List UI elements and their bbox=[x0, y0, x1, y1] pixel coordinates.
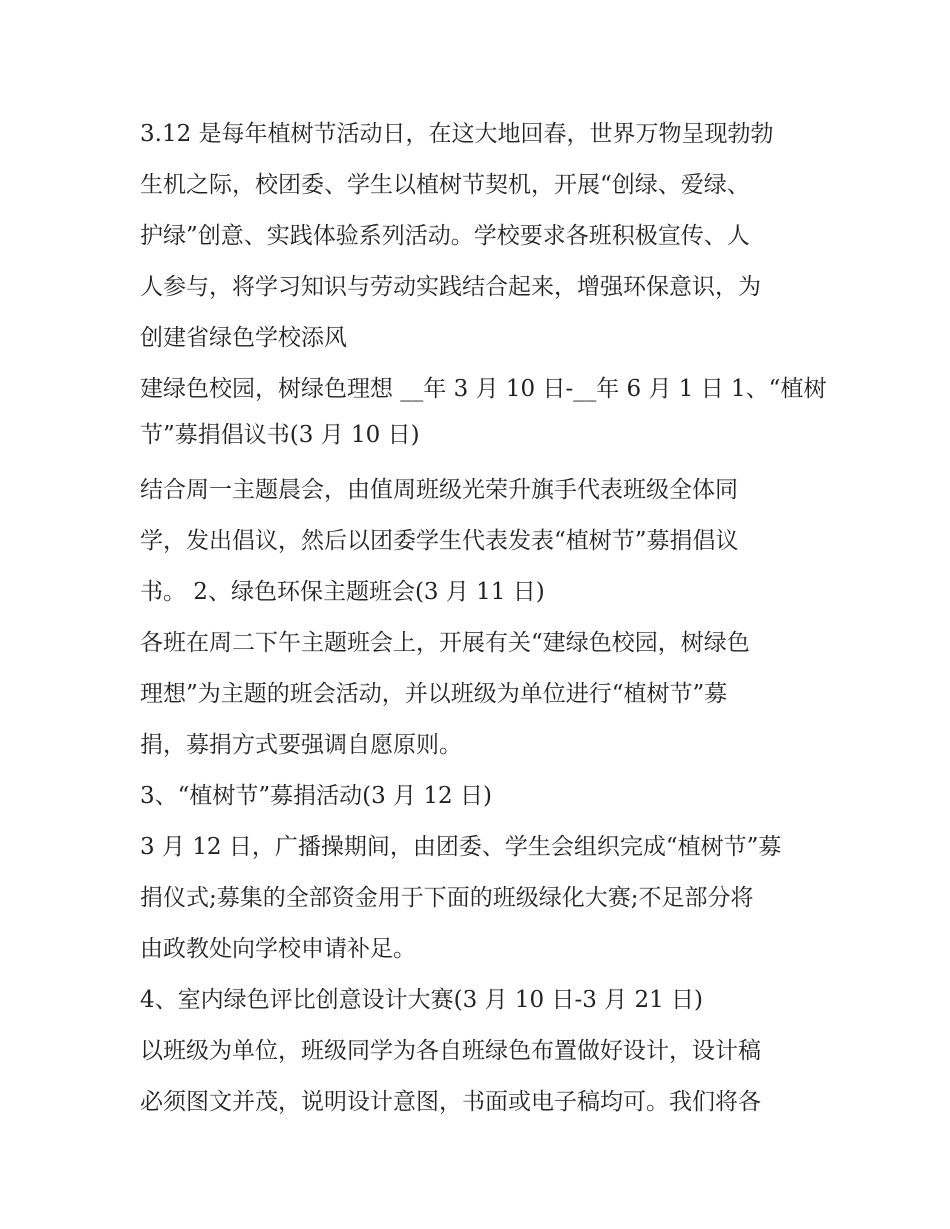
paragraph-intro bbox=[140, 109, 820, 364]
text-line: 3.12 是每年植树节活动日，在这大地回春，世界万物呈现勃勃 bbox=[140, 121, 774, 147]
text-line: 捐，募捐方式要强调自愿原则。 bbox=[140, 732, 462, 758]
text-line: 3 月 12 日，广播操期间，由团委、学生会组织完成“植树节”募 bbox=[140, 834, 782, 860]
text-line: 以班级为单位，班级同学为各自班绿色布置做好设计，设计稿 bbox=[140, 1038, 761, 1064]
text-line: 捐仪式;募集的全部资金用于下面的班级绿化大赛;不足部分将 bbox=[140, 885, 754, 911]
paragraph-theme bbox=[140, 364, 827, 456]
text-line: 创建省绿色学校添风 bbox=[140, 325, 347, 351]
paragraph-item2-body bbox=[140, 618, 820, 771]
document-body bbox=[140, 109, 827, 1128]
text-line: 建绿色校园，树绿色理想 __年 3 月 10 日-__年 6 月 1 日 1、“植树 bbox=[140, 376, 827, 402]
paragraph-item4-body bbox=[140, 1026, 820, 1128]
text-line: 生机之际，校团委、学生以植树节契机，开展“创绿、爱绿、 bbox=[140, 172, 750, 198]
text-line: 人参与，将学习知识与劳动实践结合起来，增强环保意识，为 bbox=[140, 274, 761, 300]
text-line: 学，发出倡议，然后以团委学生代表发表“植树节”募捐倡议 bbox=[140, 528, 739, 554]
section-heading: 3、“植树节”募捐活动(3 月 12 日) bbox=[140, 783, 492, 809]
text-line: 各班在周二下午主题班会上，开展有关“建绿色校园，树绿色 bbox=[140, 630, 750, 656]
text-line: 由政教处向学校申请补足。 bbox=[140, 936, 416, 962]
paragraph-item3-heading bbox=[140, 771, 820, 822]
paragraph-item3-body bbox=[140, 822, 820, 975]
section-heading: 4、室内绿色评比创意设计大赛(3 月 10 日-3 月 21 日) bbox=[140, 987, 704, 1013]
text-line: 书。 2、绿色环保主题班会(3 月 11 日) bbox=[140, 579, 545, 605]
text-line: 结合周一主题晨会，由值周班级光荣升旗手代表班级全体同 bbox=[140, 477, 738, 503]
text-line: 护绿”创意、实践体验系列活动。学校要求各班积极宣传、人 bbox=[140, 223, 750, 249]
paragraph-item1-body bbox=[140, 465, 820, 618]
text-line: 必须图文并茂，说明设计意图，书面或电子稿均可。我们将各 bbox=[140, 1089, 761, 1115]
text-line: 理想”为主题的班会活动，并以班级为单位进行“植树节”募 bbox=[140, 681, 728, 707]
paragraph-item4-heading bbox=[140, 975, 820, 1026]
text-line: 节”募捐倡议书(3 月 10 日) bbox=[140, 422, 420, 448]
